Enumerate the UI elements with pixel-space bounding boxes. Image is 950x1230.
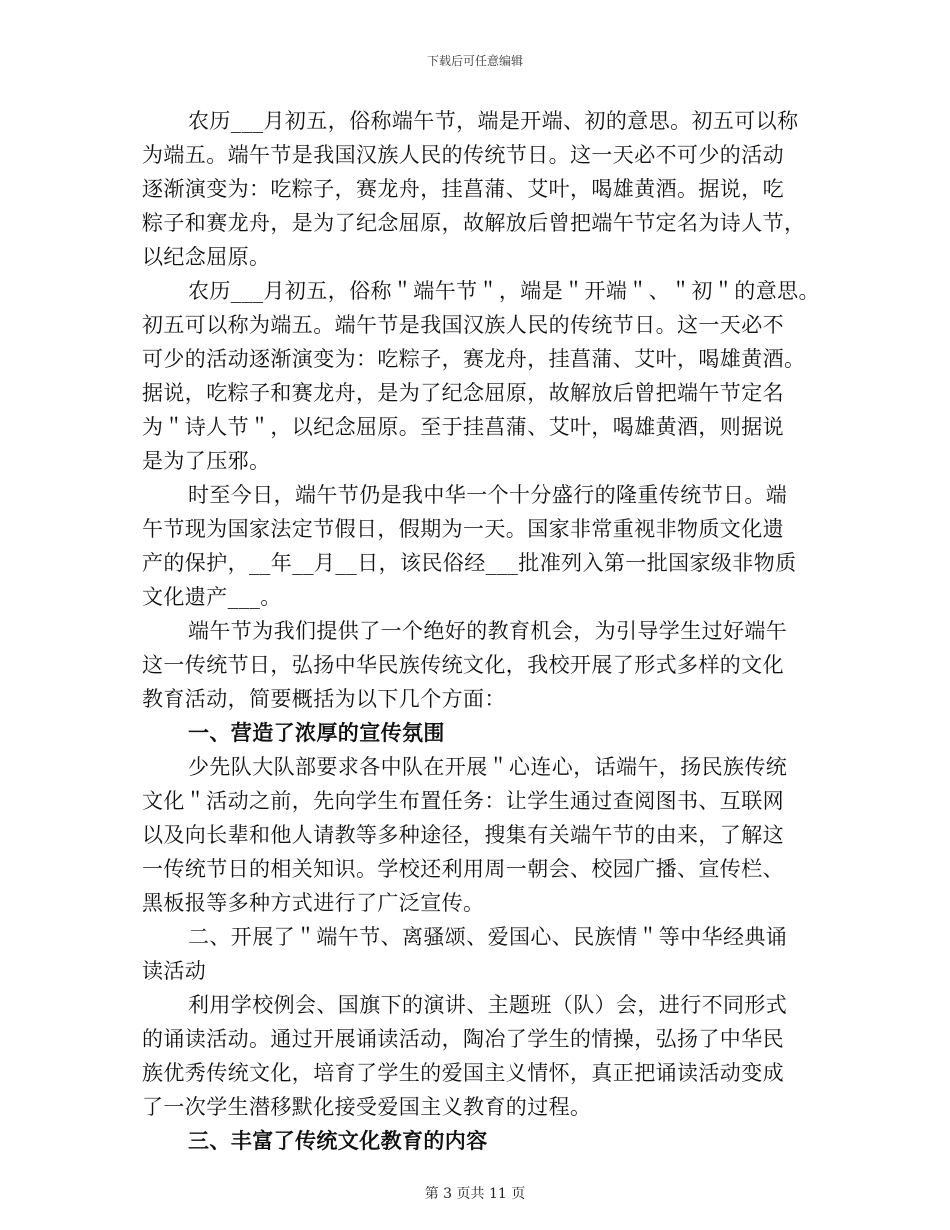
text-line: 是为了压邪。 xyxy=(142,449,271,473)
text-line: 的诵读活动。通过开展诵读活动，陶冶了学生的情操，弘扬了中华民 xyxy=(142,1027,784,1051)
text-line: 以及向长辈和他人请教等多种途径，搜集有关端午节的由来，了解这 xyxy=(142,823,784,847)
text-line: 二、开展了＂端午节、离骚颂、爱国心、民族情＂等中华经典诵 xyxy=(188,925,788,949)
text-line: 端午节为我们提供了一个绝好的教育机会，为引导学生过好端午 xyxy=(188,619,788,643)
page-footer: 第 3 页共 11 页 xyxy=(424,1186,526,1202)
text-line: 文化＂活动之前，先向学生布置任务：让学生通过查阅图书、互联网 xyxy=(142,789,784,813)
section-heading: 一、营造了浓厚的宣传氛围 xyxy=(188,720,445,745)
text-line: 文化遗产___。 xyxy=(142,585,282,609)
text-line: 据说，吃粽子和赛龙舟，是为了纪念屈原，故解放后曾把端午节定名 xyxy=(142,381,784,405)
text-line: 这一传统节日，弘扬中华民族传统文化，我校开展了形式多样的文化 xyxy=(142,653,784,677)
text-line: 为端五。端午节是我国汉族人民的传统节日。这一天必不可少的活动 xyxy=(142,143,784,167)
text-line: 可少的活动逐渐演变为：吃粽子，赛龙舟，挂菖蒲、艾叶，喝雄黄酒。 xyxy=(142,347,806,371)
text-line: 产的保护，__年__月__日，该民俗经___批准列入第一批国家级非物质 xyxy=(142,551,797,575)
text-line: 利用学校例会、国旗下的演讲、主题班（队）会，进行不同形式 xyxy=(188,993,788,1017)
text-line: 少先队大队部要求各中队在开展＂心连心，话端午，扬民族传统 xyxy=(188,755,788,779)
text-line: 初五可以称为端五。端午节是我国汉族人民的传统节日。这一天必不 xyxy=(142,313,784,337)
page-header: 下载后可任意编辑 xyxy=(426,54,523,68)
text-line: 逐渐演变为：吃粽子，赛龙舟，挂菖蒲、艾叶，喝雄黄酒。据说，吃 xyxy=(142,177,784,201)
text-line: 一传统节日的相关知识。学校还利用周一朝会、校园广播、宣传栏、 xyxy=(142,857,784,881)
document-body xyxy=(142,104,822,1158)
text-line: 午节现为国家法定节假日，假期为一天。国家非常重视非物质文化遗 xyxy=(142,517,784,541)
text-line: 农历___月初五，俗称端午节，端是开端、初的意思。初五可以称 xyxy=(188,109,799,133)
text-line: 了一次学生潜移默化接受爱国主义教育的过程。 xyxy=(142,1095,592,1119)
text-line: 时至今日，端午节仍是我中华一个十分盛行的隆重传统节日。端 xyxy=(188,483,788,507)
text-line: 读活动 xyxy=(142,959,207,983)
text-line: 农历___月初五，俗称＂端午节＂，端是＂开端＂、＂初＂的意思。 xyxy=(188,279,820,303)
text-line: 教育活动，简要概括为以下几个方面： xyxy=(142,687,506,711)
text-line: 粽子和赛龙舟，是为了纪念屈原，故解放后曾把端午节定名为诗人节， xyxy=(142,211,806,235)
text-line: 为＂诗人节＂，以纪念屈原。至于挂菖蒲、艾叶，喝雄黄酒，则据说 xyxy=(142,415,784,439)
section-heading: 三、丰富了传统文化教育的内容 xyxy=(188,1128,488,1153)
text-line: 以纪念屈原。 xyxy=(142,245,271,269)
text-line: 族优秀传统文化，培育了学生的爱国主义情怀，真正把诵读活动变成 xyxy=(142,1061,784,1085)
text-line: 黑板报等多种方式进行了广泛宣传。 xyxy=(142,891,485,915)
